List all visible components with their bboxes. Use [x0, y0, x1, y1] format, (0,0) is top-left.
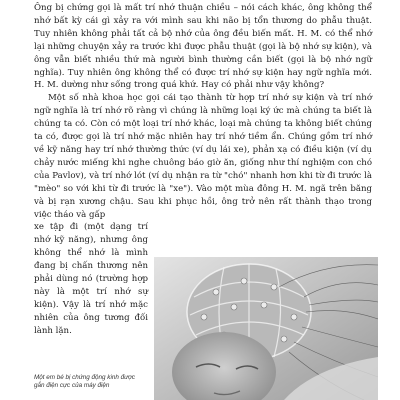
paragraph-2-main: Một số nhà khoa học gọi cái tạo thành từ hợp trí nhớ sự kiện và trí nhớ ngữ nghĩa là trí nhớ rõ ràng vì chúng là những loại ký ức mà chúng ta biết là chúng ta có. Còn có một loại trí nhớ khác, loại mà chúng ta không biết chúng ta có, được gọi là trí nhớ mặc nhiên hay trí nhớ tiềm ẩn. Chúng gồm trí nhớ về kỹ năng hay trí nhớ thường thức (ví dụ lái xe), phản xạ có điều kiện (ví dụ chảy nước miếng khi nghe chuông báo giờ ăn, giống như thí nghiệm con chó của Pavlov), và trí nhớ lót (ví dụ nhận ra từ "chó" nhanh hơn khi từ đi trước là "mèo" so với khi từ đi trước là "xe"). Vào một mùa đông H. M. ngã trên băng và bị rạn xương chậu. Sau khi phục hồi, ông trở nên rất thành thạo trong việc tháo và gấp [34, 93, 372, 220]
eeg-patient-photo [154, 257, 378, 400]
paragraph-2-continuation: xe tập đi (một dạng trí nhớ kỹ năng), nhưng ông không thể nhớ là mình đang bị chấn thương nên phải dùng nó (trường hợp này là một trí nhớ sự kiện). Vậy là trí nhớ mặc nhiên của ông tương đối lành lặn. [34, 222, 148, 336]
paragraph-1: Ông bị chứng gọi là mất trí nhớ thuận chiều – nói cách khác, ông không thể nhớ bất kỳ cái gì xảy ra với mình sau khi não bị tổn thương do phẫu thuật. Tuy nhiên không phải tất cả bộ nhớ của ông đều biến mất. H. M. có thể nhớ lại những chuyện xảy ra trước khi được phẫu thuật (gọi là bộ nhớ sự kiện), và ông vẫn biết nhiều thứ mà người bình thường cần biết (gọi là bộ nhớ ngữ nghĩa). Tuy nhiên ông không thể có được trí nhớ sự kiện hay ngữ nghĩa mới. H. M. dường như sống trong quá khứ. Hay có phải như vậy không? [34, 3, 372, 91]
photo-illustration [154, 257, 378, 400]
paragraph-2 [34, 92, 372, 221]
figure-caption: Một em bé bị chứng động kinh được gắn điện cực của máy điện [34, 374, 136, 389]
